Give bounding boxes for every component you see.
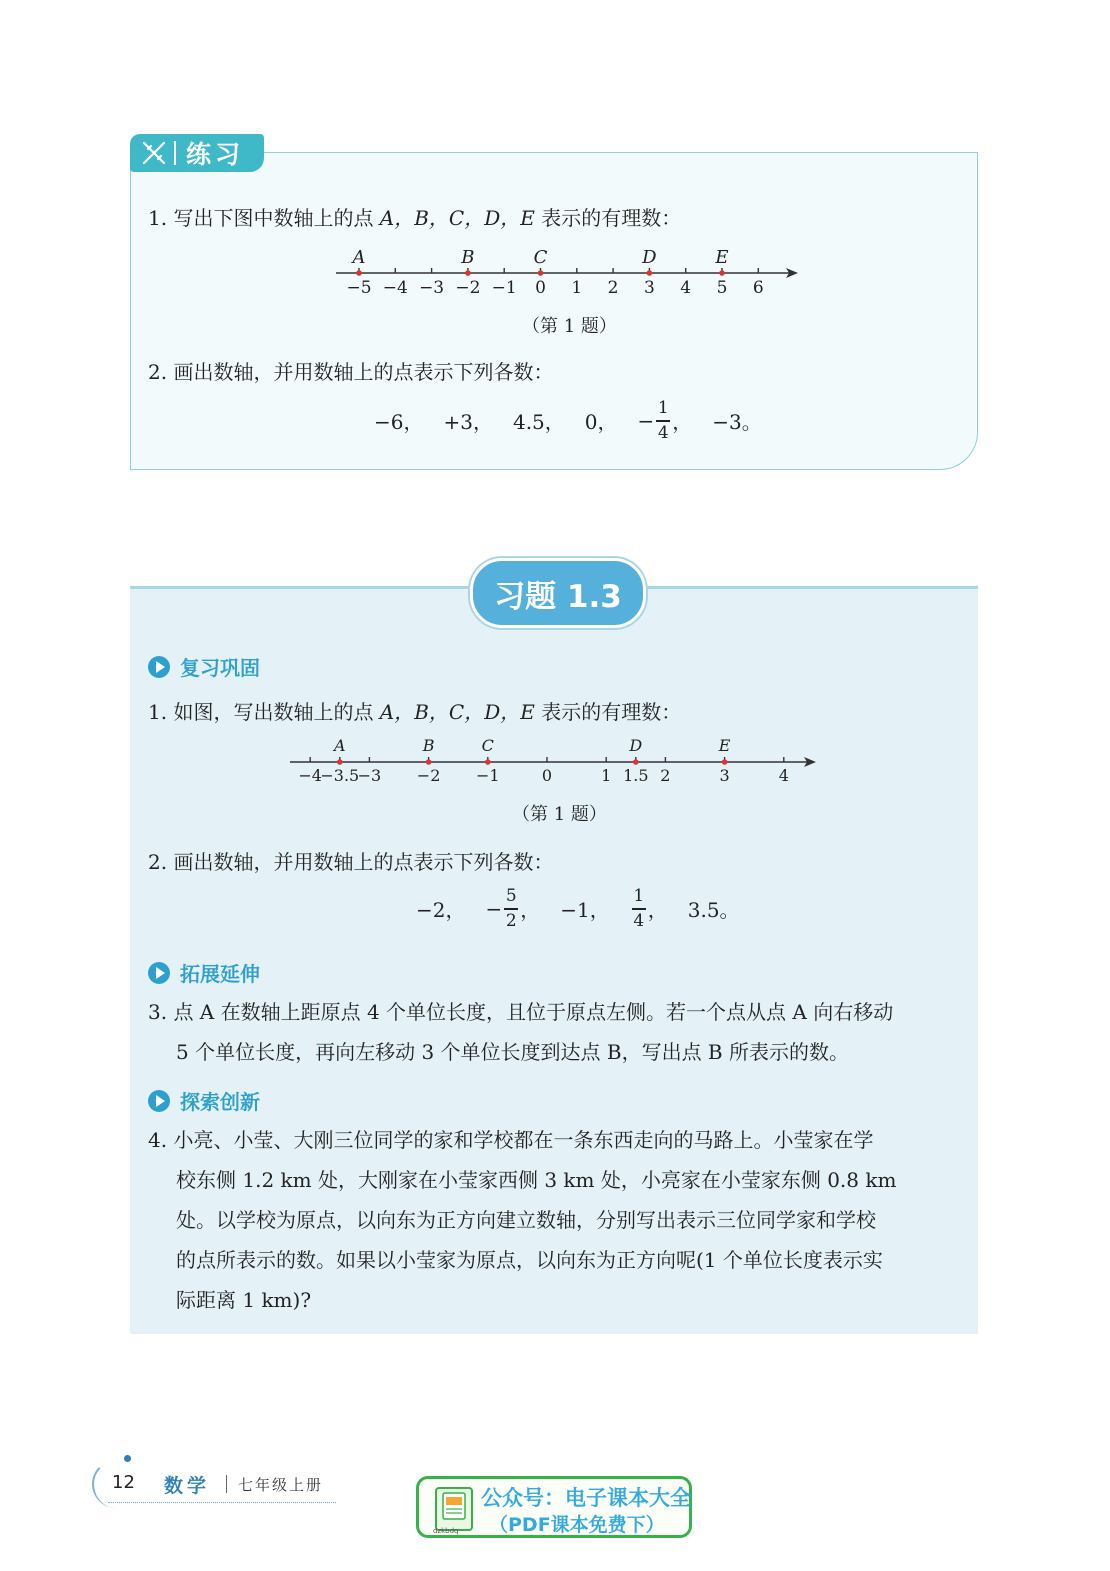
footer-book: 七年级上册 [238,1476,324,1494]
fraction [504,888,518,930]
exercise-q4-line: 校东侧 1.2 km 处，大刚家在小莹家西侧 3 km 处，小亮家在小莹家东侧 0.8 km [176,1168,897,1192]
number: 0， [584,410,618,435]
tick-label: −2 [416,766,441,785]
tick-label: 0 [541,766,553,785]
point-label: C [533,247,548,268]
point-label: A [334,736,346,755]
tick-label: 4 [680,278,692,298]
practice-q1-caption: （第 1 题） [522,316,617,337]
stamp-line1: 公众号：电子课本大全 [481,1486,691,1510]
exercise-q1-caption: （第 1 题） [512,804,607,825]
fraction-tail: ， [647,898,668,923]
exercise-q1 [148,696,681,725]
fraction-number [630,888,668,930]
footer-dot [124,1455,131,1462]
exercise-q3-line: 5 个单位长度，再向左移动 3 个单位长度到达点 B，写出点 B 所表示的数。 [176,1040,849,1064]
point-dot [722,759,728,765]
exercise-title: 习题 1.3 [470,558,646,628]
number: −3。 [712,410,762,435]
point-label: A [352,247,366,268]
point-label: E [718,736,731,755]
footer-dotted-line [108,1502,336,1503]
point-label: E [715,247,729,268]
point-dot [426,759,432,765]
point-dot [356,270,362,276]
play-icon [148,962,170,984]
number: −6， [374,410,424,435]
fraction-numerator: 1 [633,886,645,906]
play-icon [148,1090,170,1112]
fraction-number [638,400,693,442]
number: 3.5。 [687,898,740,923]
page-number: 12 [112,1472,135,1493]
exercise-q4-line: 的点所表示的数。如果以小莹家为原点，以向东为正方向呢(1 个单位长度表示实 [176,1248,883,1272]
play-icon [148,656,170,678]
section-explore [148,1086,260,1115]
tick-label: −2 [455,278,481,298]
fraction-denominator: 4 [657,422,669,443]
practice-q2: 2. 画出数轴，并用数轴上的点表示下列各数： [148,360,554,384]
tick-label: −4 [298,766,322,785]
exercise-q4-line: 际距离 1 km)? [176,1288,312,1312]
logo-text: dzkbdq [433,1527,459,1535]
section-extension-label: 拓展延伸 [180,962,260,986]
tick-label: −3.5 [320,766,360,785]
fraction-numerator: 5 [505,886,517,906]
pencil-ruler-icon [140,139,168,167]
book-logo-glyph [437,1489,471,1529]
exercise-q4-line: 处。以学校为原点，以向东为正方向建立数轴，分别写出表示三位同学家和学校 [176,1208,876,1232]
point-dot [719,270,725,276]
fraction-sign: − [485,896,503,921]
tick-label: 6 [752,278,764,298]
fraction-numerator: 1 [657,398,669,418]
number: −1， [560,898,610,923]
watermark-stamp [416,1476,692,1538]
tick-label: −1 [476,766,500,785]
fraction-bar [504,908,518,910]
number: 4.5， [512,410,565,435]
tick-label: 5 [716,278,728,298]
section-explore-label: 探索创新 [180,1090,260,1114]
practice-q2-numbers [374,400,782,442]
point-dot [485,759,491,765]
tick-label: 1 [571,278,583,298]
book-logo-icon [435,1487,473,1531]
tick-label: 3 [719,766,730,785]
point-dot [538,270,544,276]
exercise-q1-suffix: 表示的有理数： [534,700,682,724]
fraction [656,400,670,442]
practice-q1 [148,202,681,231]
number: +3， [443,410,493,435]
fraction-tail: ， [520,898,541,923]
number: −2， [416,898,466,923]
stamp-line2: （PDF课本免费下） [489,1514,665,1536]
practice-tab [130,134,264,172]
footer-subject: 数学 [164,1475,211,1497]
footer-divider [226,1475,227,1493]
exercise-q2-numbers [416,888,760,930]
section-review [148,652,260,681]
point-label: C [481,736,494,755]
tick-label: −4 [382,278,408,298]
exercise-q3 [148,992,968,1072]
exercise-q1-prefix: 1. 如图，写出数轴上的点 [148,700,380,724]
fraction-denominator: 4 [633,910,645,931]
tick-label: −3 [357,766,382,785]
tick-label: 2 [660,766,671,785]
tick-label: 1 [601,766,612,785]
practice-tab-label: 练习 [186,140,245,169]
fraction [632,888,646,930]
tick-label: −5 [346,278,372,298]
point-label: D [629,736,643,755]
point-dot [647,270,653,276]
practice-q1-points: A，B，C，D，E [379,206,535,230]
fraction-denominator: 2 [505,910,517,931]
tick-label: 0 [535,278,546,298]
point-label: B [422,736,435,755]
exercise-q4-line: 4. 小亮、小莹、大刚三位同学的家和学校都在一条东西走向的马路上。小莹家在学 [148,1128,874,1152]
practice-q1-suffix: 表示的有理数： [534,206,682,230]
tick-label: 4 [778,766,789,785]
fraction-bar [656,420,670,422]
tick-label: −1 [491,278,517,298]
tick-label: 3 [643,278,655,298]
point-dot [465,270,471,276]
tick-label: −3 [419,278,445,298]
practice-q1-prefix: 1. 写出下图中数轴上的点 [148,206,380,230]
tab-separator [174,141,176,165]
exercise-q4 [148,1120,968,1320]
exercise-q2: 2. 画出数轴，并用数轴上的点表示下列各数： [148,850,554,874]
point-label: B [461,247,475,268]
section-review-label: 复习巩固 [180,656,260,680]
exercise-q1-points: A，B，C，D，E [379,700,535,724]
point-dot [337,759,343,765]
fraction-bar [632,908,646,910]
point-dot [633,759,639,765]
fraction-sign: − [637,408,655,433]
point-label: D [642,247,657,268]
fraction-number [485,888,540,930]
exercise-q3-line: 3. 点 A 在数轴上距原点 4 个单位长度，且位于原点左侧。若一个点从点 A 向右移动 [148,1000,894,1024]
tick-label: 1.5 [623,766,649,785]
fraction-tail: ， [672,410,693,435]
tick-label: 2 [607,278,619,298]
section-extension [148,958,260,987]
